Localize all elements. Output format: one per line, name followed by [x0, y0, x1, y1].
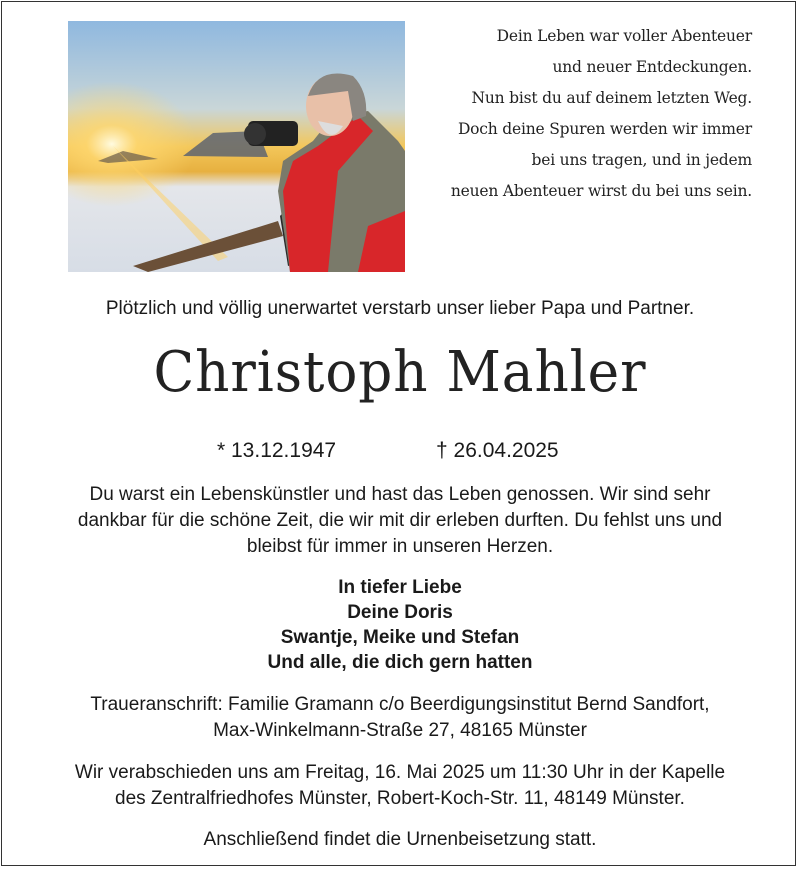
mourner-line: Deine Doris — [347, 602, 453, 623]
poem — [451, 21, 752, 207]
service-line: Wir verabschieden uns am Freitag, 16. Mai 2025 um 11:30 Uhr in der Kapelle — [74, 762, 726, 783]
message-line: dankbar für die schöne Zeit, die wir mit dir erleben durften. Du fehlst uns und — [77, 510, 723, 531]
service-line: des Zentralfriedhofes Münster, Robert-Koch-Str. 11, 48149 Münster. — [115, 788, 685, 809]
intro-text: Plötzlich und völlig unerwartet verstarb unser lieber Papa und Partner. — [105, 298, 695, 319]
poem-line: und neuer Entdeckungen. — [552, 58, 752, 76]
deceased-name: Christoph Mahler — [153, 340, 647, 405]
death-date: † 26.04.2025 — [436, 439, 559, 462]
poem-line: neuen Abenteuer wirst du bei uns sein. — [450, 182, 752, 200]
poem-line: Doch deine Spuren werden wir immer — [457, 120, 752, 138]
closing-text: Anschließend findet die Urnenbeisetzung statt. — [203, 829, 597, 850]
poem-line: bei uns tragen, und in jedem — [531, 151, 752, 169]
mourner-line: In tiefer Liebe — [338, 577, 462, 598]
message-line: bleibst für immer in unseren Herzen. — [246, 536, 554, 557]
address-line: Max-Winkelmann-Straße 27, 48165 Münster — [213, 720, 587, 741]
birth-date: * 13.12.1947 — [217, 439, 337, 462]
memorial-photo — [68, 21, 405, 272]
poem-line: Dein Leben war voller Abenteuer — [496, 27, 752, 45]
mourner-line: Und alle, die dich gern hatten — [267, 652, 533, 673]
mourner-line: Swantje, Meike und Stefan — [280, 627, 520, 648]
address-line: Traueranschrift: Familie Gramann c/o Beerdigungsinstitut Bernd Sandfort, — [90, 694, 710, 715]
message-line: Du warst ein Lebenskünstler und hast das Leben genossen. Wir sind sehr — [89, 484, 711, 505]
poem-line: Nun bist du auf deinem letzten Weg. — [471, 89, 752, 107]
